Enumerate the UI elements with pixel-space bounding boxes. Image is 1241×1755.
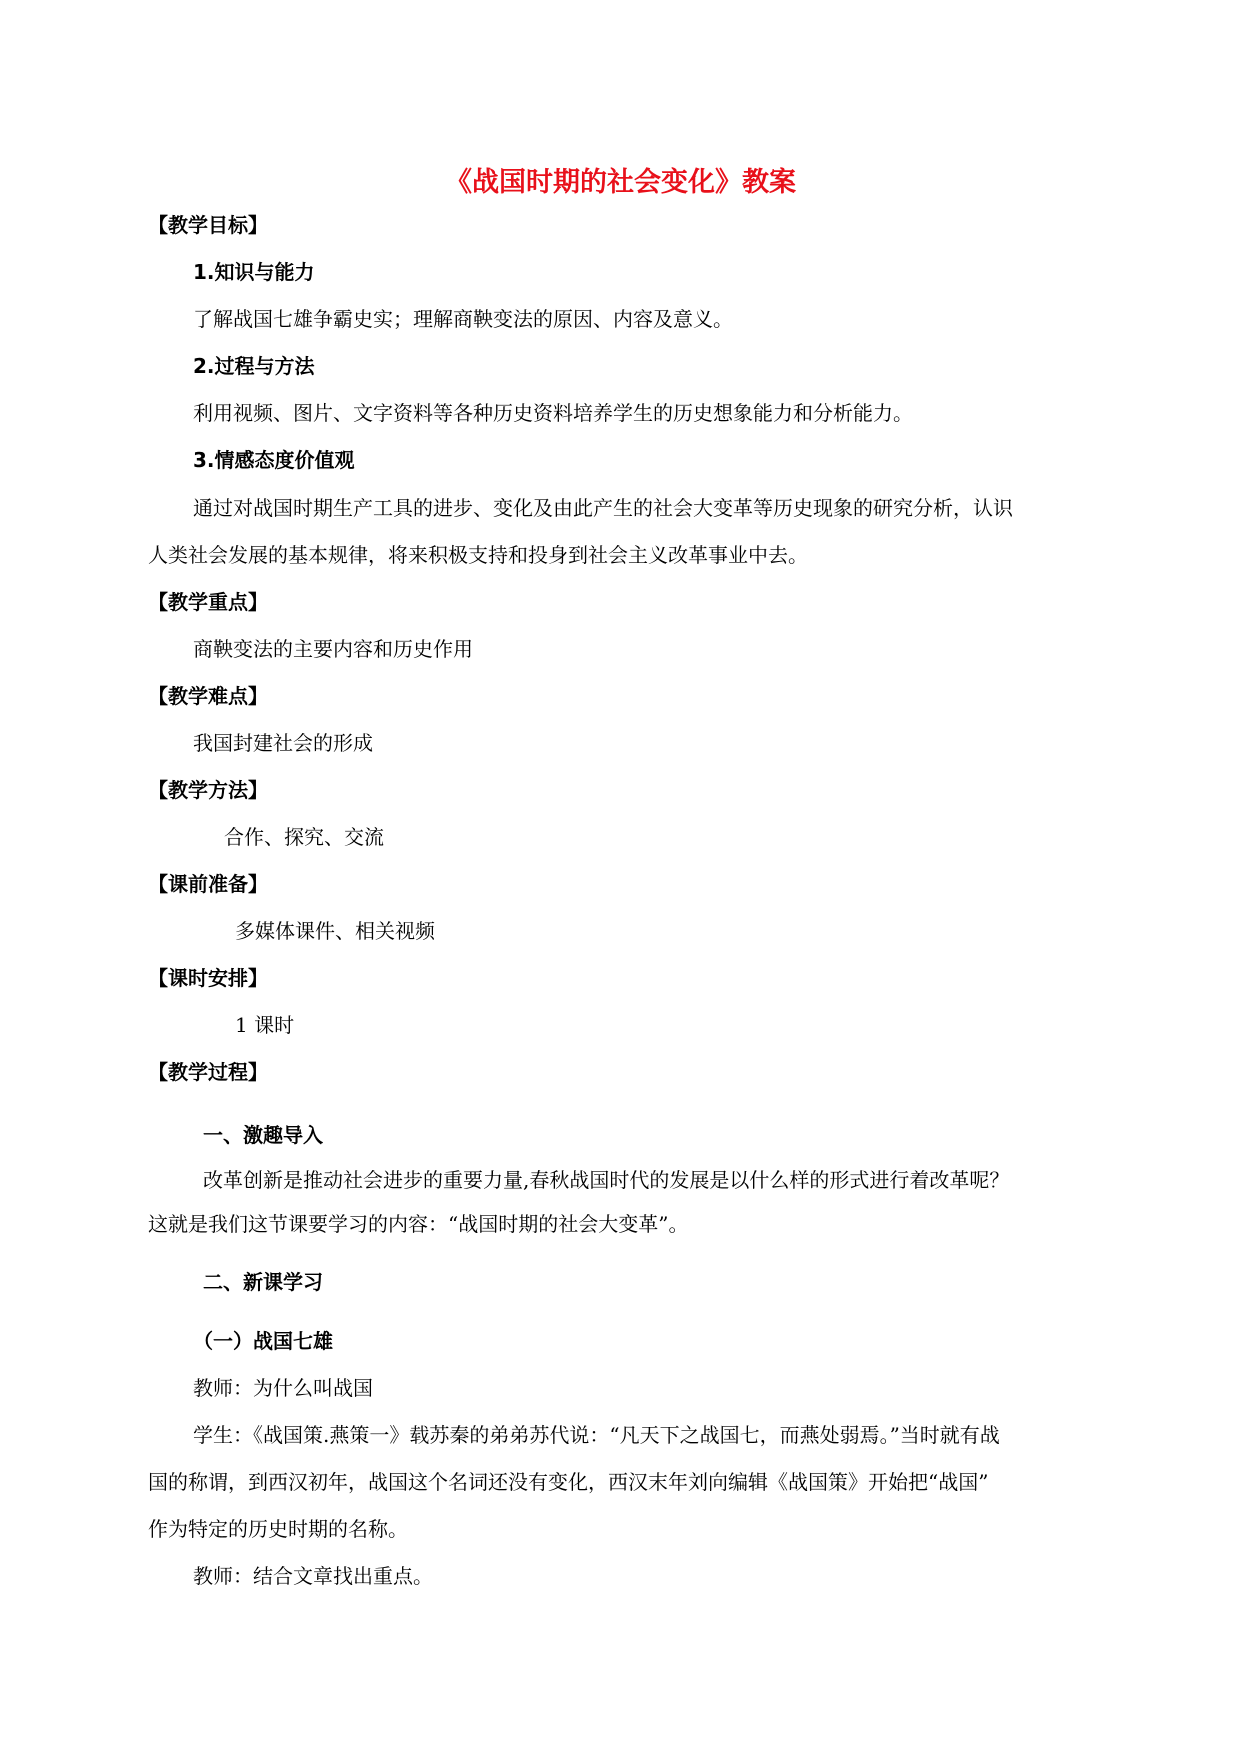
student-answer-line1: 学生：《战国策.燕策一》载苏秦的弟弟苏代说：“凡天下之战国七，而燕处弱焉。”当时就有战 [193, 1423, 1000, 1447]
key-points-heading: 【教学重点】 [148, 590, 268, 614]
teacher-question-1: 教师：为什么叫战国 [193, 1376, 373, 1400]
student-answer-line3: 作为特定的历史时期的名称。 [148, 1517, 408, 1541]
process-heading: 【教学过程】 [148, 1060, 268, 1084]
schedule-text: 1 课时 [235, 1013, 295, 1037]
objective-3-text-line2: 人类社会发展的基本规律，将来积极支持和投身到社会主义改革事业中去。 [148, 543, 808, 567]
objective-2-text: 利用视频、图片、文字资料等各种历史资料培养学生的历史想象能力和分析能力。 [193, 401, 913, 425]
part1-text-line2: 这就是我们这节课要学习的内容：“战国时期的社会大变革”。 [148, 1212, 689, 1236]
preparation-heading: 【课前准备】 [148, 872, 268, 896]
part2-heading: 二、新课学习 [203, 1270, 323, 1294]
preparation-text: 多媒体课件、相关视频 [235, 919, 435, 943]
part1-heading: 一、激趣导入 [203, 1123, 323, 1147]
part1-text-line1: 改革创新是推动社会进步的重要力量,春秋战国时代的发展是以什么样的形式进行着改革呢？ [203, 1168, 1010, 1192]
schedule-heading: 【课时安排】 [148, 966, 268, 990]
objective-1-text: 了解战国七雄争霸史实；理解商鞅变法的原因、内容及意义。 [193, 307, 733, 331]
objective-2-heading: 2.过程与方法 [193, 354, 315, 378]
objective-1-heading: 1.知识与能力 [193, 260, 315, 284]
methods-heading: 【教学方法】 [148, 778, 268, 802]
methods-text: 合作、探究、交流 [224, 825, 384, 849]
sub1-heading: （一）战国七雄 [193, 1329, 333, 1353]
difficulties-heading: 【教学难点】 [148, 684, 268, 708]
difficulties-text: 我国封建社会的形成 [193, 731, 373, 755]
teacher-question-2: 教师：结合文章找出重点。 [193, 1564, 433, 1588]
document-title: 《战国时期的社会变化》教案 [445, 167, 796, 198]
objective-3-heading: 3.情感态度价值观 [193, 448, 355, 472]
objective-3-text-line1: 通过对战国时期生产工具的进步、变化及由此产生的社会大变革等历史现象的研究分析，认识 [193, 496, 1013, 520]
student-answer-line2: 国的称谓，到西汉初年，战国这个名词还没有变化，西汉末年刘向编辑《战国策》开始把“战国” [148, 1470, 989, 1494]
key-points-text: 商鞅变法的主要内容和历史作用 [193, 637, 473, 661]
objectives-heading: 【教学目标】 [148, 213, 268, 237]
